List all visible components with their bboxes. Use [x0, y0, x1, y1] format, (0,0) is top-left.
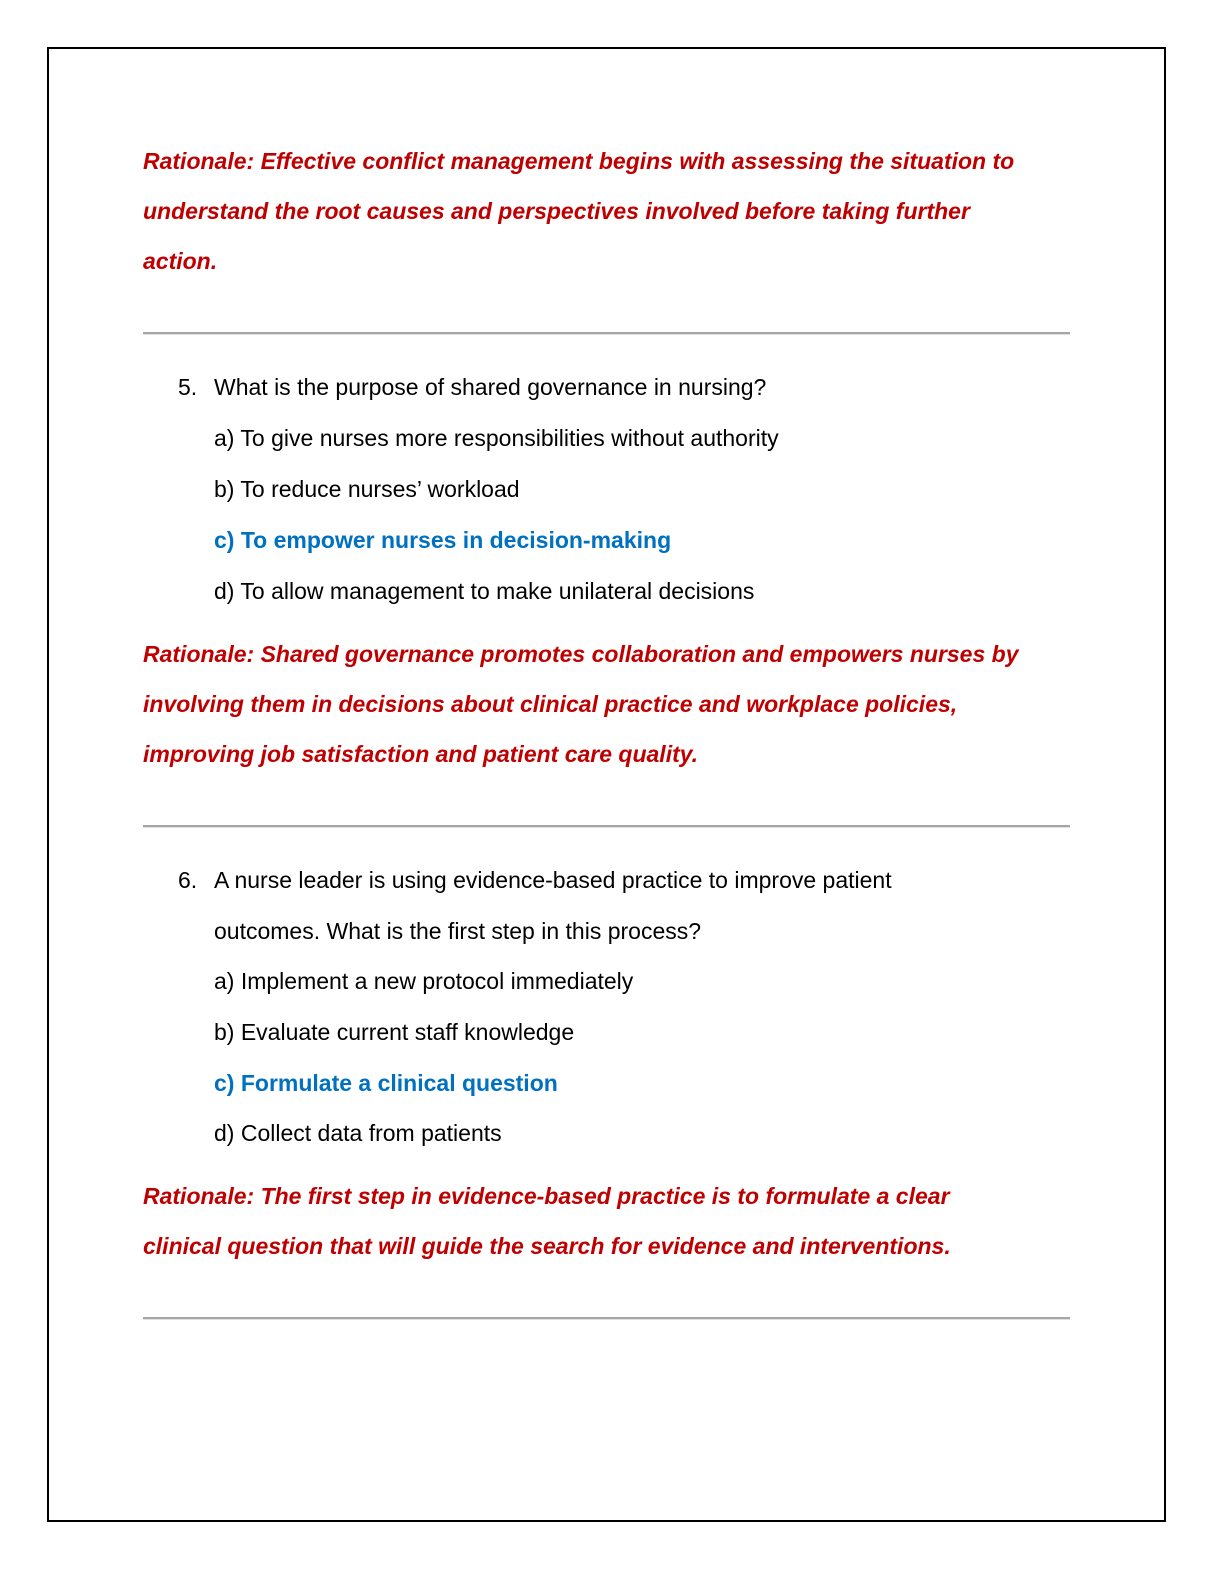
q6-option-b: b) Evaluate current staff knowledge: [214, 1019, 575, 1045]
q6-rationale-line: clinical question that will guide the search for evidence and interventions.: [143, 1233, 951, 1259]
q6-option-c-correct: c) Formulate a clinical question: [214, 1070, 558, 1096]
q5-option-c-correct: c) To empower nurses in decision-making: [214, 527, 672, 553]
q5-option-d: d) To allow management to make unilateral decisions: [214, 578, 755, 604]
q5-question: What is the purpose of shared governance in nursing?: [214, 374, 767, 400]
q6-question: A nurse leader is using evidence-based practice to improve patient: [214, 867, 892, 893]
q4-rationale-line: Rationale: Effective conflict management begins with assessing the situation to: [143, 148, 1015, 174]
q5-rationale-line: improving job satisfaction and patient care quality.: [143, 741, 699, 767]
q6-number: 6.: [178, 867, 198, 893]
divider: [143, 332, 1070, 335]
divider: [143, 1317, 1070, 1320]
q4-rationale-line: understand the root causes and perspectives involved before taking further: [143, 198, 970, 224]
q5-rationale-line: Rationale: Shared governance promotes collaboration and empowers nurses by: [143, 641, 1019, 667]
q6-option-a: a) Implement a new protocol immediately: [214, 968, 634, 994]
q5-number: 5.: [178, 374, 198, 400]
q5-rationale-line: involving them in decisions about clinical practice and workplace policies,: [143, 691, 958, 717]
divider: [143, 825, 1070, 828]
q5-option-a: a) To give nurses more responsibilities without authority: [214, 425, 779, 451]
q6-rationale-line: Rationale: The first step in evidence-based practice is to formulate a clear: [143, 1183, 950, 1209]
q6-option-d: d) Collect data from patients: [214, 1120, 502, 1146]
q4-rationale-line: action.: [143, 248, 218, 274]
q6-question: outcomes. What is the first step in this process?: [214, 918, 702, 944]
q5-option-b: b) To reduce nurses’ workload: [214, 476, 520, 502]
